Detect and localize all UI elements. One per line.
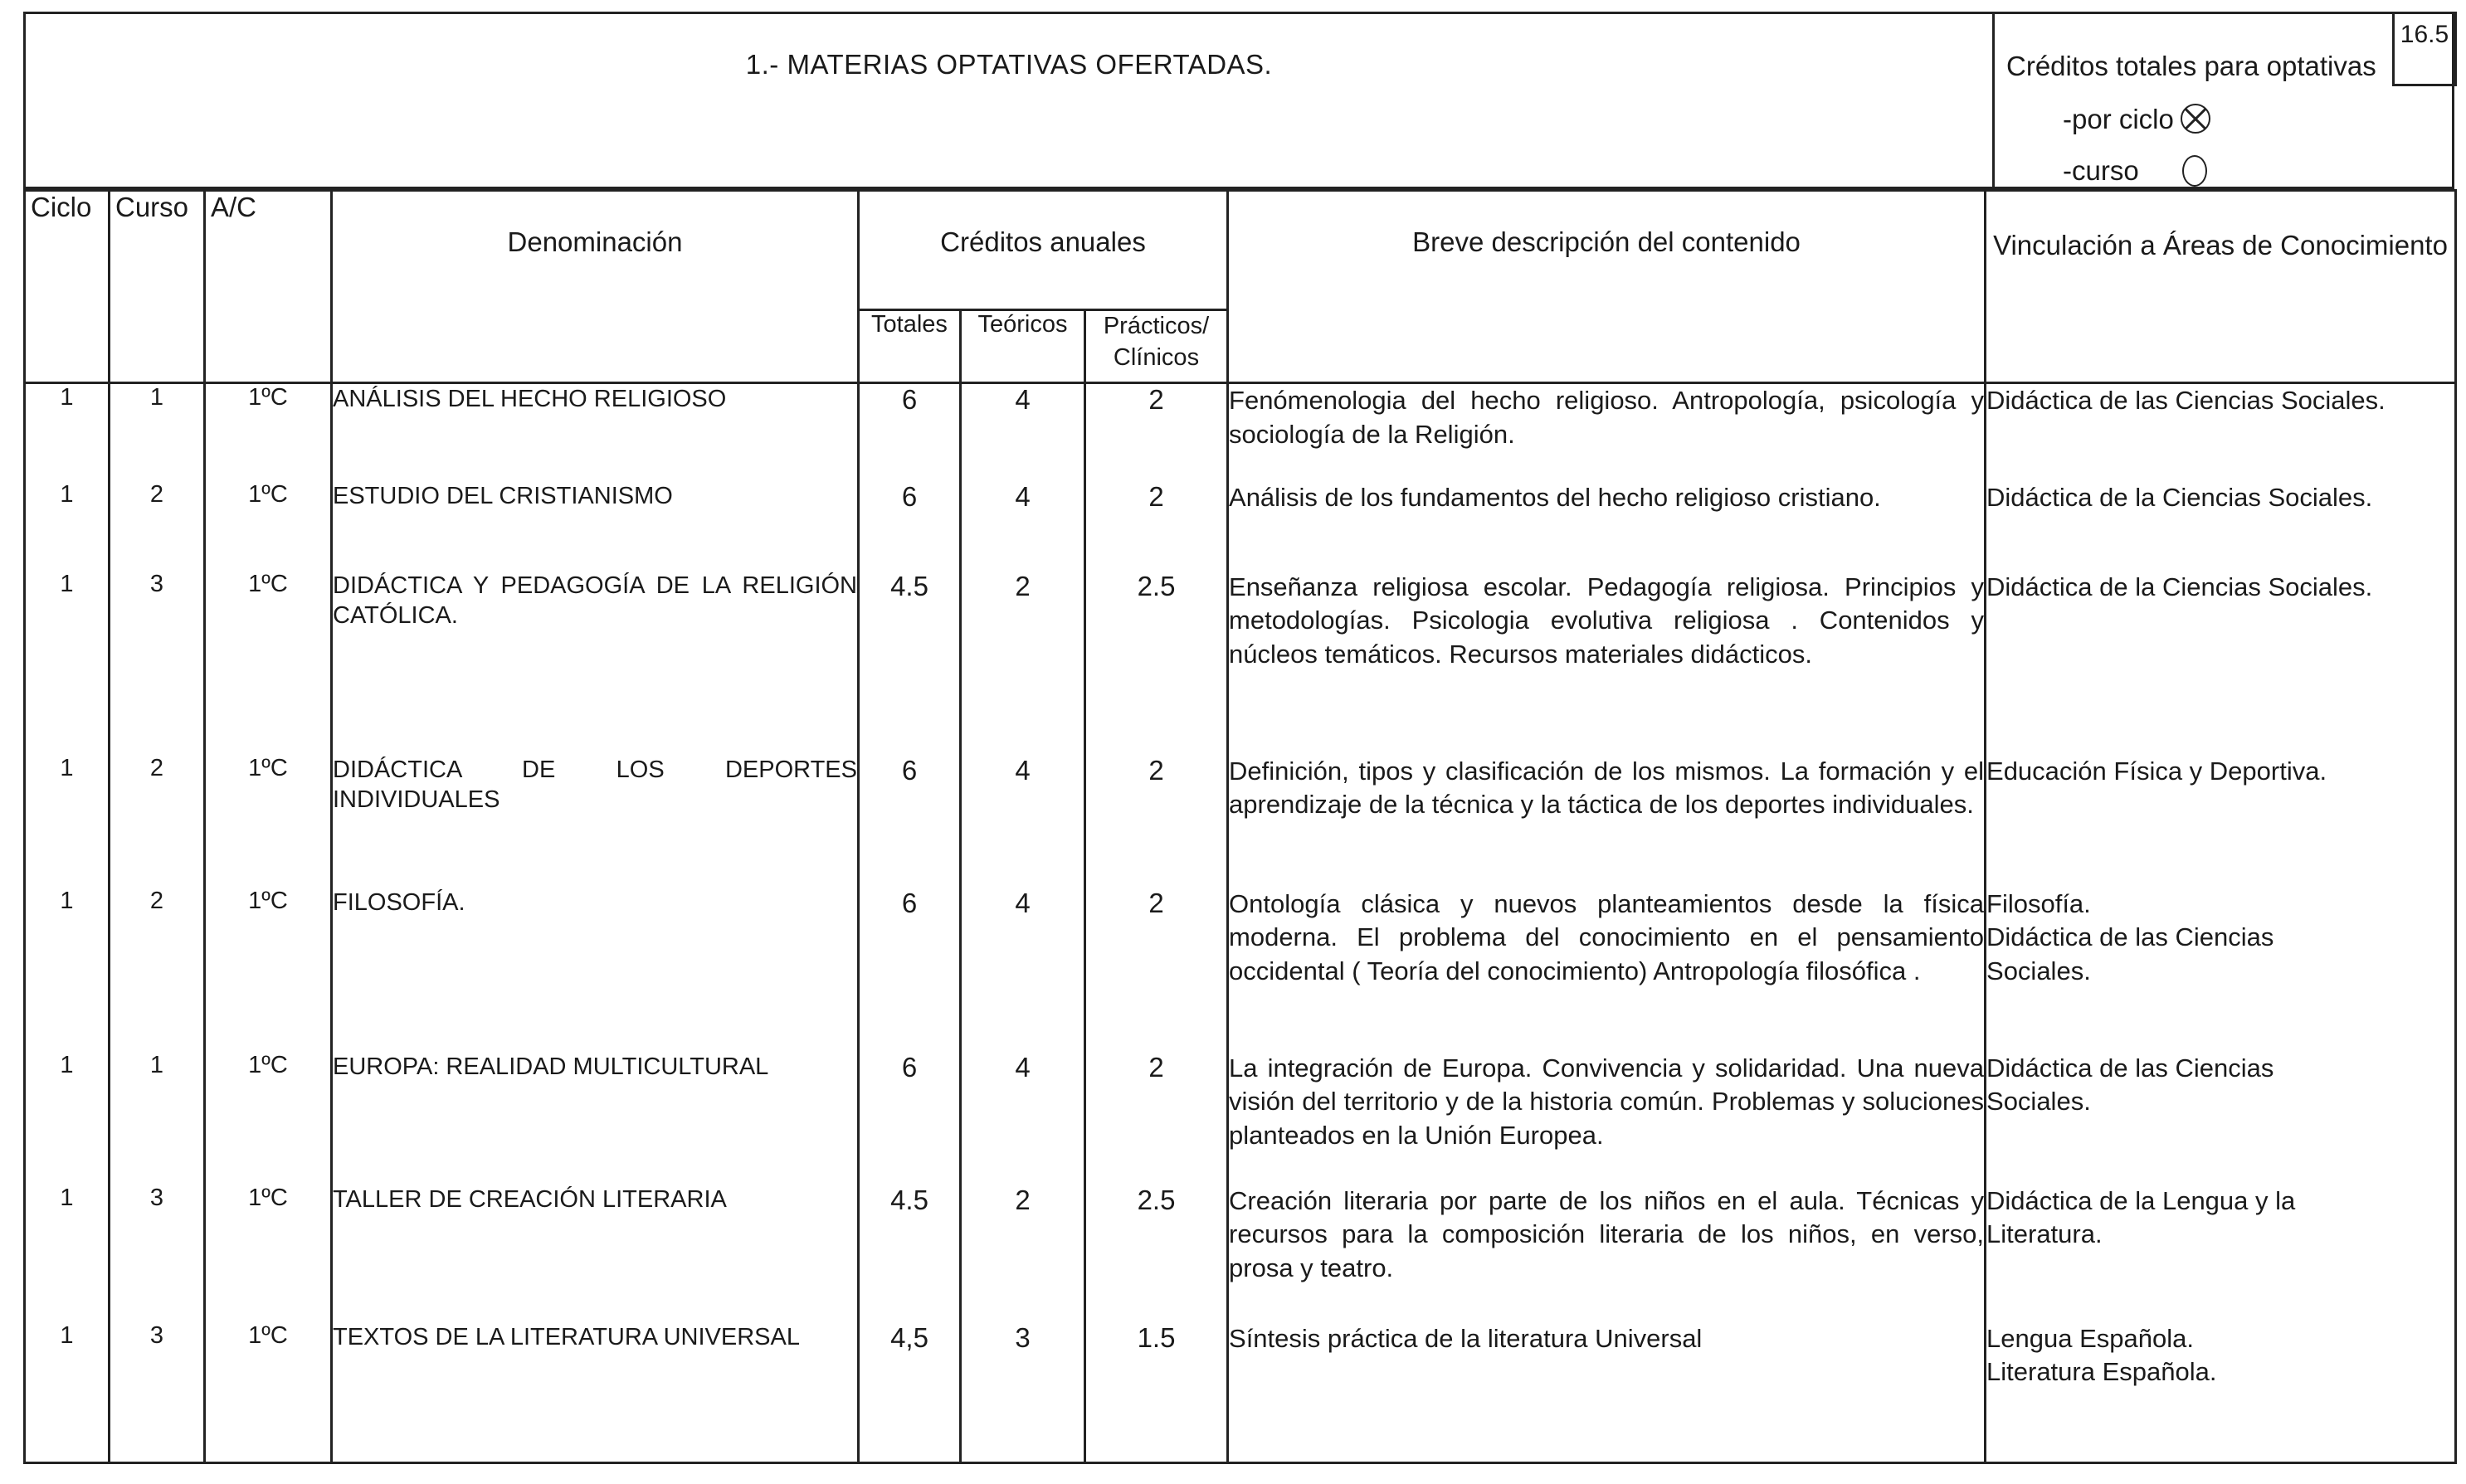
subject-name: ANÁLISIS DEL HECHO RELIGIOSO (332, 383, 859, 481)
knowledge-area (1986, 481, 2456, 571)
ciclo-cell: 1 (25, 755, 110, 888)
credits-totales: 4.5 (859, 1185, 961, 1322)
subjects-table (23, 189, 2457, 1464)
table-row (25, 571, 2456, 755)
subject-description: Fenómenologia del hecho religioso. Antropología, psicología y sociología de la Religión. (1228, 383, 1986, 481)
col-creditos: Créditos anuales (859, 191, 1228, 310)
credits-totales: 6 (859, 383, 961, 481)
credits-teoricos: 4 (961, 755, 1085, 888)
table-row (25, 1322, 2456, 1463)
credits-totales: 6 (859, 755, 961, 888)
curso-cell: 3 (110, 571, 205, 755)
curso-cell: 2 (110, 481, 205, 571)
subject-name: ESTUDIO DEL CRISTIANISMO (332, 481, 859, 571)
page-title: 1.- MATERIAS OPTATIVAS OFERTADAS. (745, 49, 1273, 80)
ac-cell: 1ºC (205, 755, 332, 888)
credits-teoricos: 4 (961, 383, 1085, 481)
crossed-circle-icon (2181, 104, 2210, 134)
credits-practicos: 2.5 (1085, 1185, 1228, 1322)
ciclo-cell: 1 (25, 571, 110, 755)
area-line: Didáctica de la Ciencias Sociales. (1986, 482, 2373, 512)
subject-description: Definición, tipos y clasificación de los mismos. La formación y el aprendizaje de la técnica y la táctica de los deportes individuales. (1228, 755, 1986, 888)
col-vinculacion: Vinculación a Áreas de Conocimiento (1986, 191, 2456, 383)
credits-totales: 6 (859, 888, 961, 1052)
col-ciclo: Ciclo (25, 191, 110, 383)
subject-name: DIDÁCTICA Y PEDAGOGÍA DE LA RELIGIÓN CATÓLICA. (332, 571, 859, 755)
header-block (23, 12, 2454, 189)
table-row (25, 755, 2456, 888)
col-ac: A/C (205, 191, 332, 383)
subject-name: EUROPA: REALIDAD MULTICULTURAL (332, 1052, 859, 1185)
table-row (25, 888, 2456, 1052)
por-ciclo-option (2063, 104, 2210, 135)
credits-teoricos: 2 (961, 571, 1085, 755)
ciclo-cell: 1 (25, 481, 110, 571)
table-row (25, 481, 2456, 571)
ciclo-cell: 1 (25, 1052, 110, 1185)
ciclo-cell: 1 (25, 888, 110, 1052)
subject-name: TEXTOS DE LA LITERATURA UNIVERSAL (332, 1322, 859, 1463)
credits-teoricos: 3 (961, 1322, 1085, 1463)
curso-cell: 3 (110, 1322, 205, 1463)
credits-practicos: 2 (1085, 481, 1228, 571)
ciclo-cell: 1 (25, 1322, 110, 1463)
subject-name: DIDÁCTICA DE LOS DEPORTES INDIVIDUALES (332, 755, 859, 888)
col-curso: Curso (110, 191, 205, 383)
area-line: Lengua Española. (1986, 1323, 2194, 1353)
table-row (25, 383, 2456, 481)
curso-cell: 1 (110, 1052, 205, 1185)
area-line: Didáctica de las Ciencias Sociales. (1986, 386, 2386, 415)
credits-totales: 6 (859, 481, 961, 571)
por-ciclo-label: -por ciclo (2063, 104, 2174, 134)
area-line: Didáctica de las Ciencias (1986, 1053, 2274, 1083)
credits-panel (1992, 14, 2457, 187)
credits-practicos: 2.5 (1085, 571, 1228, 755)
credits-practicos: 1.5 (1085, 1322, 1228, 1463)
credits-value: 16.5 (2392, 12, 2457, 86)
ac-cell: 1ºC (205, 1322, 332, 1463)
subject-description: Análisis de los fundamentos del hecho religioso cristiano. (1228, 481, 1986, 571)
area-line: Didáctica de la Lengua y la (1986, 1185, 2296, 1215)
credits-totales: 4,5 (859, 1322, 961, 1463)
curso-cell: 2 (110, 888, 205, 1052)
ciclo-cell: 1 (25, 1185, 110, 1322)
subject-description: Enseñanza religiosa escolar. Pedagogía religiosa. Principios y metodologías. Psicologia evolutiva religiosa . Contenidos y núcleos temáticos. Recursos materiales didácticos. (1228, 571, 1986, 755)
credits-teoricos: 4 (961, 888, 1085, 1052)
col-totales: Totales (859, 310, 961, 383)
col-denominacion: Denominación (332, 191, 859, 383)
subject-name: TALLER DE CREACIÓN LITERARIA (332, 1185, 859, 1322)
knowledge-area (1986, 755, 2456, 888)
knowledge-area (1986, 1052, 2456, 1185)
ac-cell: 1ºC (205, 1185, 332, 1322)
ac-cell: 1ºC (205, 383, 332, 481)
curso-label: -curso (2063, 155, 2139, 186)
area-line: Literatura. (1986, 1219, 2103, 1249)
area-line: Literatura Española. (1986, 1357, 2217, 1387)
credits-practicos: 2 (1085, 888, 1228, 1052)
credits-label: Créditos totales para optativas (2006, 51, 2376, 81)
credits-teoricos: 4 (961, 1052, 1085, 1185)
col-practicos: Prácticos/ Clínicos (1085, 310, 1228, 383)
knowledge-area (1986, 1322, 2456, 1463)
curso-cell: 3 (110, 1185, 205, 1322)
curso-cell: 2 (110, 755, 205, 888)
credits-totales: 6 (859, 1052, 961, 1185)
ciclo-cell: 1 (25, 383, 110, 481)
area-line: Didáctica de las Ciencias (1986, 922, 2274, 952)
credits-practicos: 2 (1085, 383, 1228, 481)
ac-cell: 1ºC (205, 888, 332, 1052)
knowledge-area (1986, 571, 2456, 755)
knowledge-area (1986, 383, 2456, 481)
credits-teoricos: 2 (961, 1185, 1085, 1322)
subject-description: La integración de Europa. Convivencia y solidaridad. Una nueva visión del territorio y de la historia común. Problemas y soluciones planteados en la Unión Europea. (1228, 1052, 1986, 1185)
col-teoricos: Teóricos (961, 310, 1085, 383)
table-row (25, 1052, 2456, 1185)
curso-option (2063, 155, 2207, 187)
credits-totales: 4.5 (859, 571, 961, 755)
ac-cell: 1ºC (205, 481, 332, 571)
area-line: Sociales. (1986, 956, 2091, 986)
subject-description: Creación literaria por parte de los niños en el aula. Técnicas y recursos para la composición literaria de los niños, en verso, prosa y teatro. (1228, 1185, 1986, 1322)
ac-cell: 1ºC (205, 1052, 332, 1185)
knowledge-area (1986, 1185, 2456, 1322)
subject-name: FILOSOFÍA. (332, 888, 859, 1052)
area-line: Didáctica de la Ciencias Sociales. (1986, 572, 2373, 601)
credits-practicos: 2 (1085, 1052, 1228, 1185)
credits-practicos: 2 (1085, 755, 1228, 888)
ac-cell: 1ºC (205, 571, 332, 755)
subject-description: Ontología clásica y nuevos planteamientos desde la física moderna. El problema del conocimiento en el pensamiento occidental ( Teoría del conocimiento) Antropología filosófica . (1228, 888, 1986, 1052)
area-line: Sociales. (1986, 1087, 2091, 1117)
area-line: Educación Física y Deportiva. (1986, 756, 2327, 786)
empty-circle-icon (2182, 155, 2207, 187)
area-line: Filosofía. (1986, 888, 2091, 918)
knowledge-area (1986, 888, 2456, 1052)
table-row (25, 1185, 2456, 1322)
curso-cell: 1 (110, 383, 205, 481)
subject-description: Síntesis práctica de la literatura Universal (1228, 1322, 1986, 1463)
credits-teoricos: 4 (961, 481, 1085, 571)
col-descripcion: Breve descripción del contenido (1228, 191, 1986, 383)
